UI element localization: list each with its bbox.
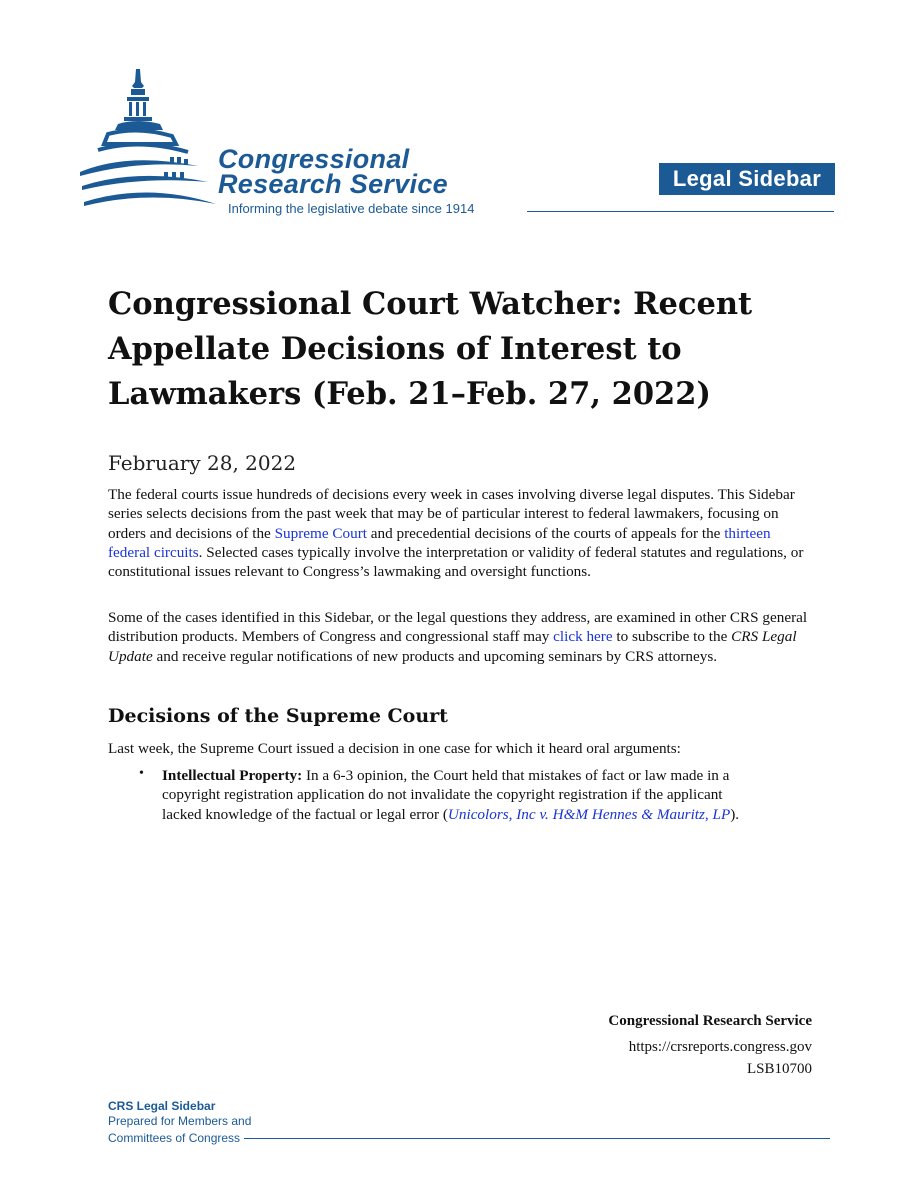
legal-sidebar-badge: Legal Sidebar <box>659 163 835 195</box>
tagline-divider <box>527 211 834 212</box>
section-heading: Decisions of the Supreme Court <box>108 705 448 727</box>
footer-prepared-line1: Prepared for Members and <box>108 1114 252 1128</box>
org-tagline: Informing the legislative debate since 1914 <box>228 201 475 216</box>
org-name-line1: Congressional <box>218 144 410 174</box>
footer-prepared-line2: Committees of Congress <box>108 1131 241 1145</box>
subscribe-text-1: Some of the cases identified in this Sidebar, or the legal questions they address, are examined in other CRS general distribution products. Members of Congress and congressional staff may <box>108 609 808 646</box>
footer-divider <box>244 1138 830 1139</box>
crs-legal-update-title: CRS Legal Update <box>108 628 797 665</box>
bullet-item <box>162 766 762 824</box>
section-intro: Last week, the Supreme Court issued a decision in one case for which it heard oral arguments: <box>108 740 681 757</box>
footer-org: Congressional Research Service <box>608 1013 812 1029</box>
federal-circuits-link[interactable]: thirteen federal circuits <box>108 524 771 561</box>
bullet-end: ). <box>730 805 740 823</box>
footer-url: https://crsreports.congress.gov <box>628 1039 812 1055</box>
footer-product-id: LSB10700 <box>746 1061 812 1077</box>
document-title: Congressional Court Watcher: Recent Appellate Decisions of Interest to Lawmakers (Feb. 21–Feb. 27, 2022) <box>108 286 753 412</box>
bullet-body: In a 6-3 opinion, the Court held that mistakes of fact or law made in a copyright registration application do not invalidate the copyright registration if the applicant lacked knowledge of the factual or legal error ( <box>162 767 730 823</box>
intro-paragraph <box>108 485 813 581</box>
case-link[interactable]: Unicolors, Inc v. H&M Hennes & Mauritz, LP <box>447 805 731 823</box>
intro-text-2: and precedential decisions of the courts of appeals for the <box>367 524 725 542</box>
subscribe-text-2: to subscribe to the <box>612 628 732 646</box>
subscribe-text-3: and receive regular notifications of new products and upcoming seminars by CRS attorneys. <box>152 647 718 665</box>
click-here-link[interactable]: click here <box>553 628 613 646</box>
intro-text-1: The federal courts issue hundreds of decisions every week in cases involving diverse legal disputes. This Sidebar series selects decisions from the past week that may be of particular interest to federal lawmakers, focusing on orders and decisions of the <box>108 486 795 542</box>
org-name-line2: Research Service <box>218 169 448 199</box>
supreme-court-link[interactable]: Supreme Court <box>274 524 367 542</box>
bullet-marker: • <box>139 766 144 781</box>
footer-series-label: CRS Legal Sidebar <box>108 1099 216 1113</box>
crs-capitol-logo <box>78 64 218 214</box>
intro-text-3: . Selected cases typically involve the interpretation or validity of federal statutes and regulations, or constitutional issues relevant to Congress’s lawmaking and oversight functions. <box>108 543 804 581</box>
document-date: February 28, 2022 <box>108 451 297 475</box>
bullet-label: Intellectual Property: <box>162 767 303 784</box>
subscribe-paragraph <box>108 608 813 666</box>
